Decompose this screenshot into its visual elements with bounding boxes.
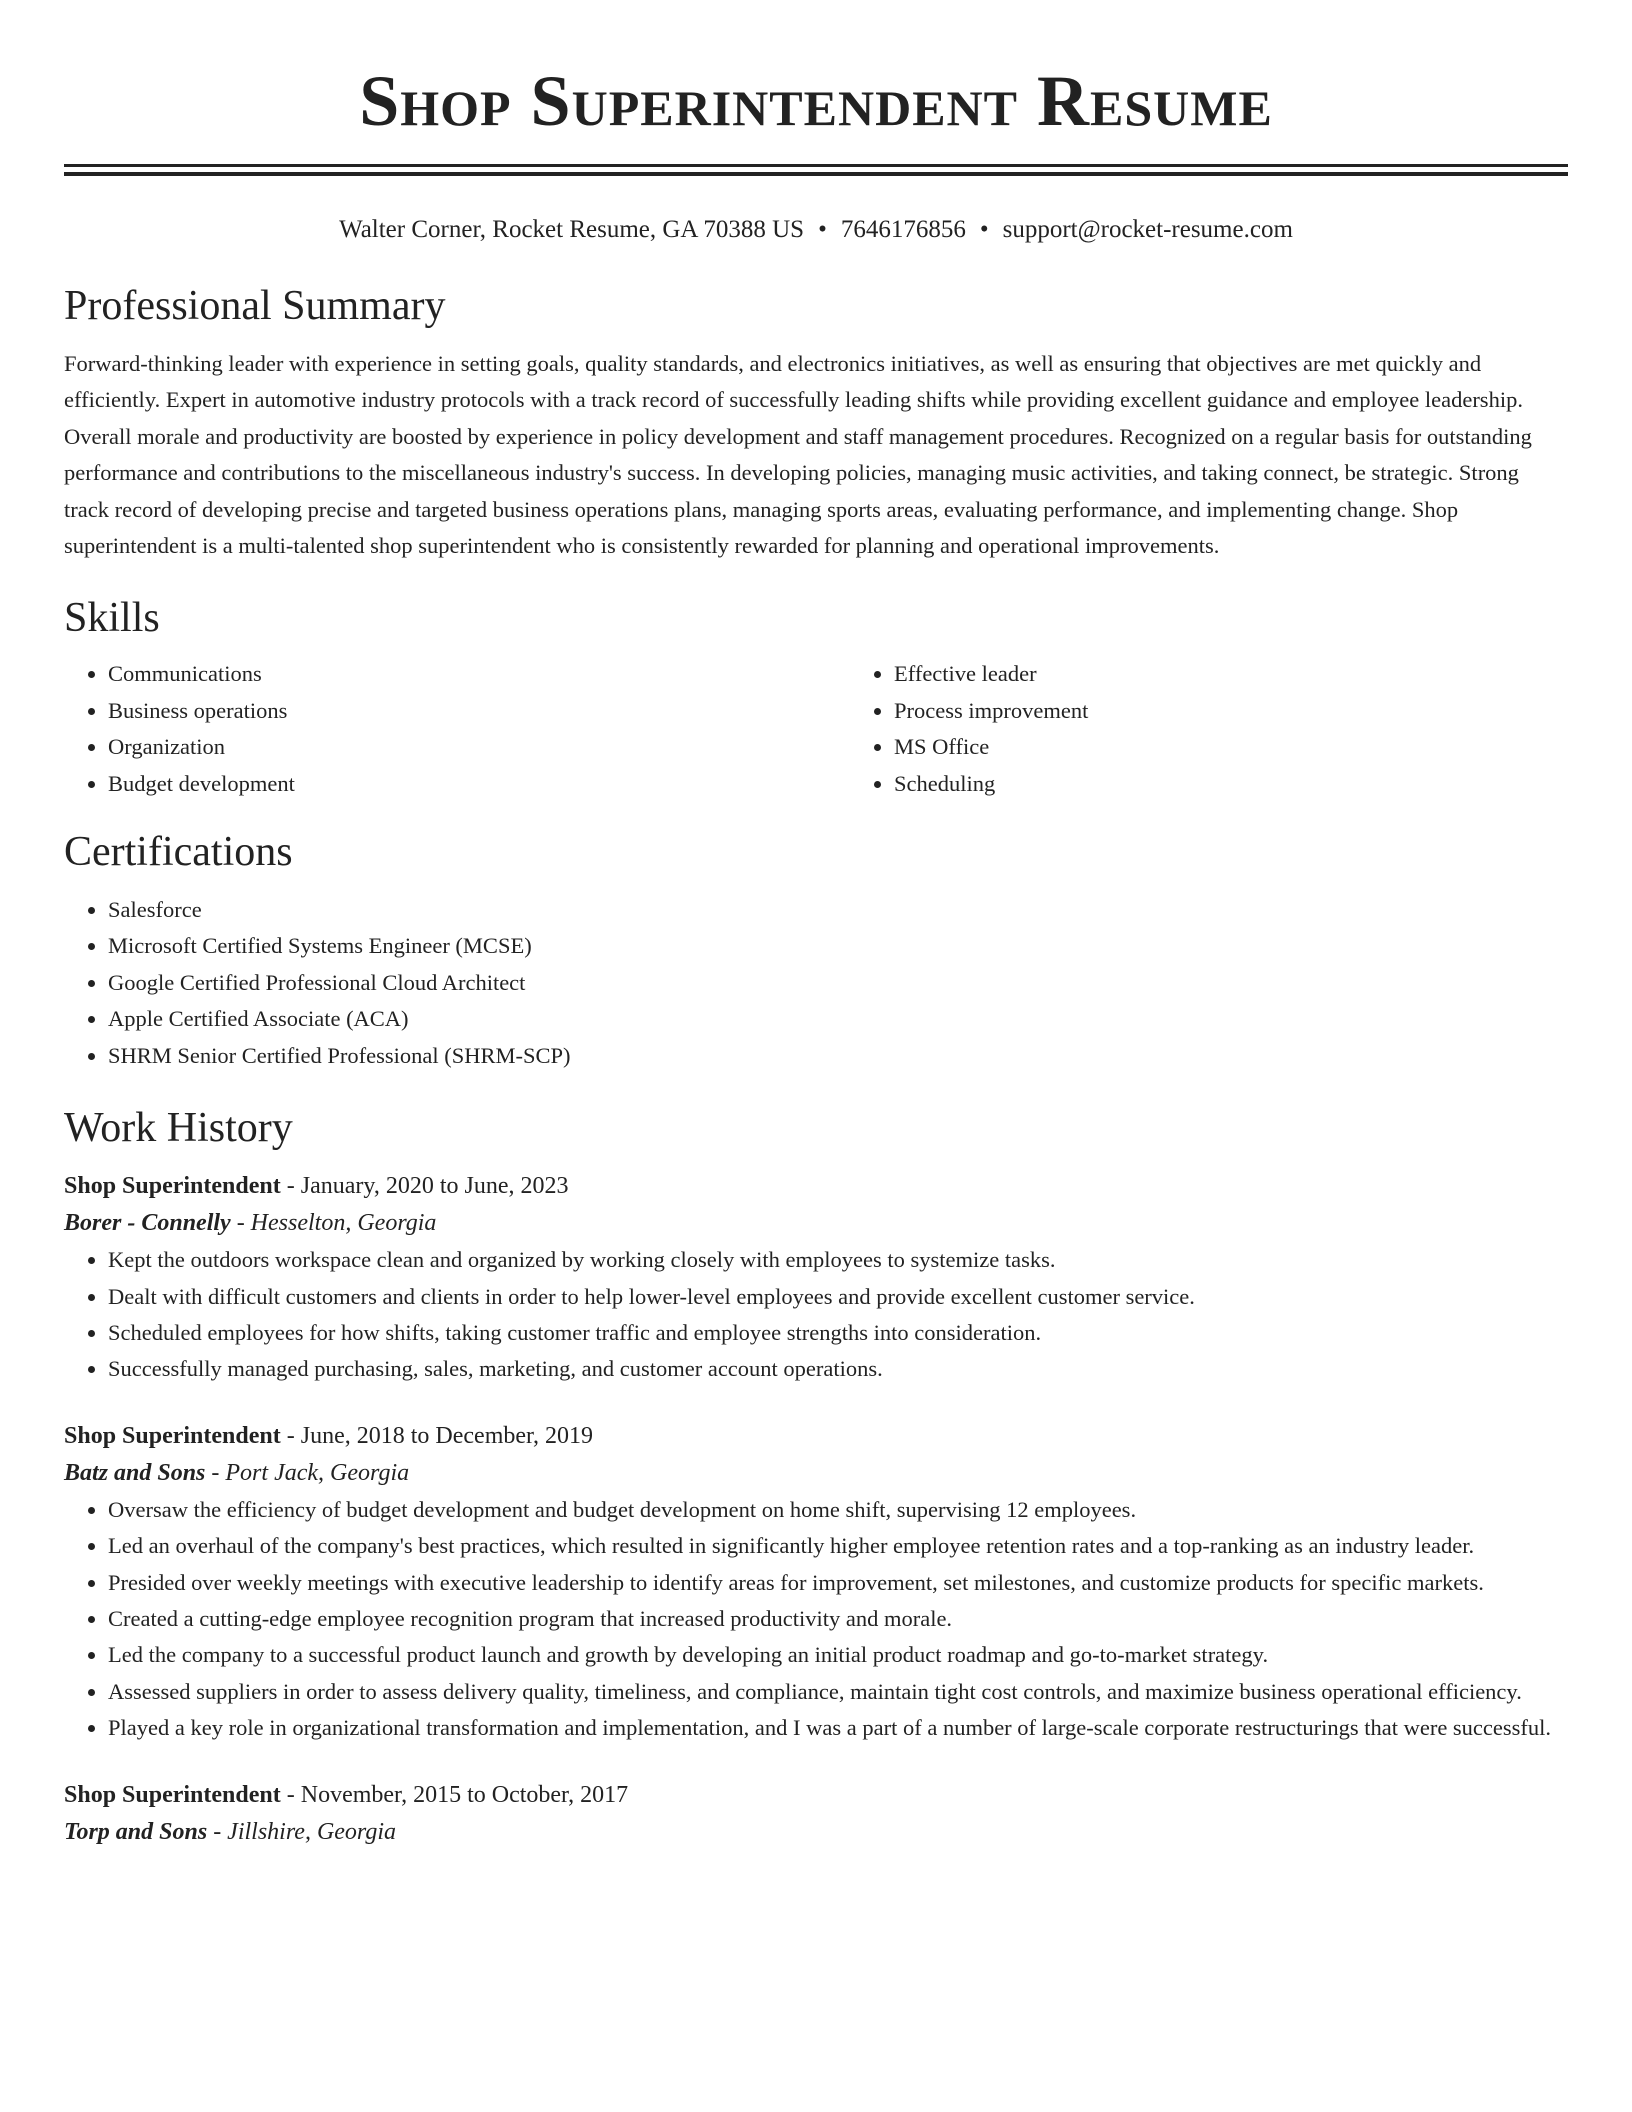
skill-item: • Process improvement bbox=[894, 693, 1632, 729]
job-title: Shop Superintendent bbox=[64, 1422, 281, 1449]
job-header bbox=[64, 1777, 1568, 1813]
certifications-list bbox=[64, 892, 1568, 1074]
job-company: Borer - Connelly bbox=[64, 1210, 231, 1237]
contact-line bbox=[64, 214, 1568, 246]
skill-item: • Budget development bbox=[108, 766, 850, 802]
title-divider bbox=[64, 164, 1568, 176]
skills-list-right bbox=[850, 656, 1632, 802]
job-title: Shop Superintendent bbox=[64, 1173, 281, 1200]
job-location: - Jillshire, Georgia bbox=[207, 1818, 397, 1845]
skill-item: • MS Office bbox=[894, 729, 1632, 765]
job-duty-item: • Played a key role in organizational transformation and implementation, and I was a part of a number of large-scale corporate restructurings that were successful. bbox=[108, 1710, 1568, 1746]
job-location: - Hesselton, Georgia bbox=[230, 1210, 437, 1237]
certifications-heading: Certifications bbox=[64, 829, 293, 876]
job-duty-item: • Led the company to a successful product launch and growth by developing an initial product roadmap and go-to-market strategy. bbox=[108, 1637, 1568, 1673]
job-company: Torp and Sons bbox=[64, 1818, 208, 1845]
certification-item: • Salesforce bbox=[108, 892, 1568, 928]
job-duty-item: • Presided over weekly meetings with executive leadership to identify areas for improvement, set milestones, and customize products for specific markets. bbox=[108, 1565, 1568, 1601]
job-employer bbox=[64, 1204, 1568, 1242]
summary-section bbox=[64, 280, 1568, 564]
skill-item: • Business operations bbox=[108, 693, 850, 729]
job-duty-item: • Oversaw the efficiency of budget development and budget development on home shift, supervising 12 employees. bbox=[108, 1492, 1568, 1528]
summary-text: Forward-thinking leader with experience in setting goals, quality standards, and electronics initiatives, as well as ensuring that objectives are met quickly and efficiently. Expert in automotive industry protocols with a track record of successfully leading shifts while providing excellent guidance and employee leadership. Overall morale and productivity are boosted by experience in policy development and staff management procedures. Recognized on a regular basis for outstanding performance and contributions to the miscellaneous industry's success. In developing policies, managing music activities, and taking connect, be strategic. Strong track record of developing precise and targeted business operations plans, managing sports areas, evaluating performance, and implementing change. Shop superintendent is a multi-talented shop superintendent who is consistently rewarded for planning and operational improvements. bbox=[64, 351, 1532, 559]
job-employer bbox=[64, 1813, 1568, 1851]
skill-item: • Communications bbox=[108, 656, 850, 692]
contact-email: support@rocket-resume.com bbox=[1002, 216, 1293, 243]
certification-item: • SHRM Senior Certified Professional (SHRM-SCP) bbox=[108, 1038, 1568, 1074]
skill-item: • Effective leader bbox=[894, 656, 1632, 692]
skill-item: • Organization bbox=[108, 729, 850, 765]
job-entry bbox=[64, 1168, 1568, 1388]
job-company: Batz and Sons bbox=[64, 1459, 206, 1486]
job-entry bbox=[64, 1777, 1568, 1851]
summary-heading: Professional Summary bbox=[64, 283, 446, 329]
job-dates: - January, 2020 to June, 2023 bbox=[280, 1173, 569, 1200]
work-history-section bbox=[64, 1102, 1568, 1850]
certifications-section bbox=[64, 826, 1568, 1074]
job-title: Shop Superintendent bbox=[64, 1781, 281, 1808]
job-duties bbox=[64, 1242, 1568, 1388]
job-duty-item: • Dealt with difficult customers and clients in order to help lower-level employees and provide excellent customer service. bbox=[108, 1279, 1568, 1315]
job-duty-item: • Scheduled employees for how shifts, taking customer traffic and employee strengths into consideration. bbox=[108, 1315, 1568, 1351]
job-header bbox=[64, 1168, 1568, 1204]
contact-phone: 7646176856 bbox=[840, 216, 966, 243]
contact-separator: • bbox=[979, 216, 989, 243]
skills-heading: Skills bbox=[64, 595, 160, 642]
certification-item: • Google Certified Professional Cloud Architect bbox=[108, 965, 1568, 1001]
job-dates: - June, 2018 to December, 2019 bbox=[280, 1422, 594, 1449]
certification-item: • Microsoft Certified Systems Engineer (MCSE) bbox=[108, 928, 1568, 964]
skills-list-left bbox=[64, 656, 850, 802]
contact-separator: • bbox=[818, 216, 827, 243]
job-duty-item: • Successfully managed purchasing, sales, marketing, and customer account operations. bbox=[108, 1351, 1568, 1387]
job-location: - Port Jack, Georgia bbox=[205, 1459, 410, 1486]
job-entry bbox=[64, 1418, 1568, 1747]
skill-item: • Scheduling bbox=[894, 766, 1632, 802]
job-duty-item: • Created a cutting-edge employee recognition program that increased productivity and morale. bbox=[108, 1601, 1568, 1637]
job-dates: - November, 2015 to October, 2017 bbox=[280, 1781, 629, 1808]
job-duty-item: • Led an overhaul of the company's best practices, which resulted in significantly higher employee retention rates and a top-ranking as an industry leader. bbox=[108, 1528, 1568, 1564]
job-duty-item: • Assessed suppliers in order to assess delivery quality, timeliness, and compliance, maintain tight cost controls, and maximize business operational efficiency. bbox=[108, 1674, 1568, 1710]
job-employer bbox=[64, 1454, 1568, 1492]
contact-address: Walter Corner, Rocket Resume, GA 70388 US bbox=[339, 216, 805, 243]
resume-title: Shop Superintendent Resume bbox=[359, 61, 1273, 141]
skills-grid bbox=[64, 656, 1568, 802]
work-history-heading: Work History bbox=[64, 1105, 293, 1152]
certification-item: • Apple Certified Associate (ACA) bbox=[108, 1001, 1568, 1037]
skills-section bbox=[64, 592, 1568, 802]
job-header bbox=[64, 1418, 1568, 1454]
job-duties bbox=[64, 1492, 1568, 1747]
job-duty-item: • Kept the outdoors workspace clean and organized by working closely with employees to systemize tasks. bbox=[108, 1242, 1568, 1278]
